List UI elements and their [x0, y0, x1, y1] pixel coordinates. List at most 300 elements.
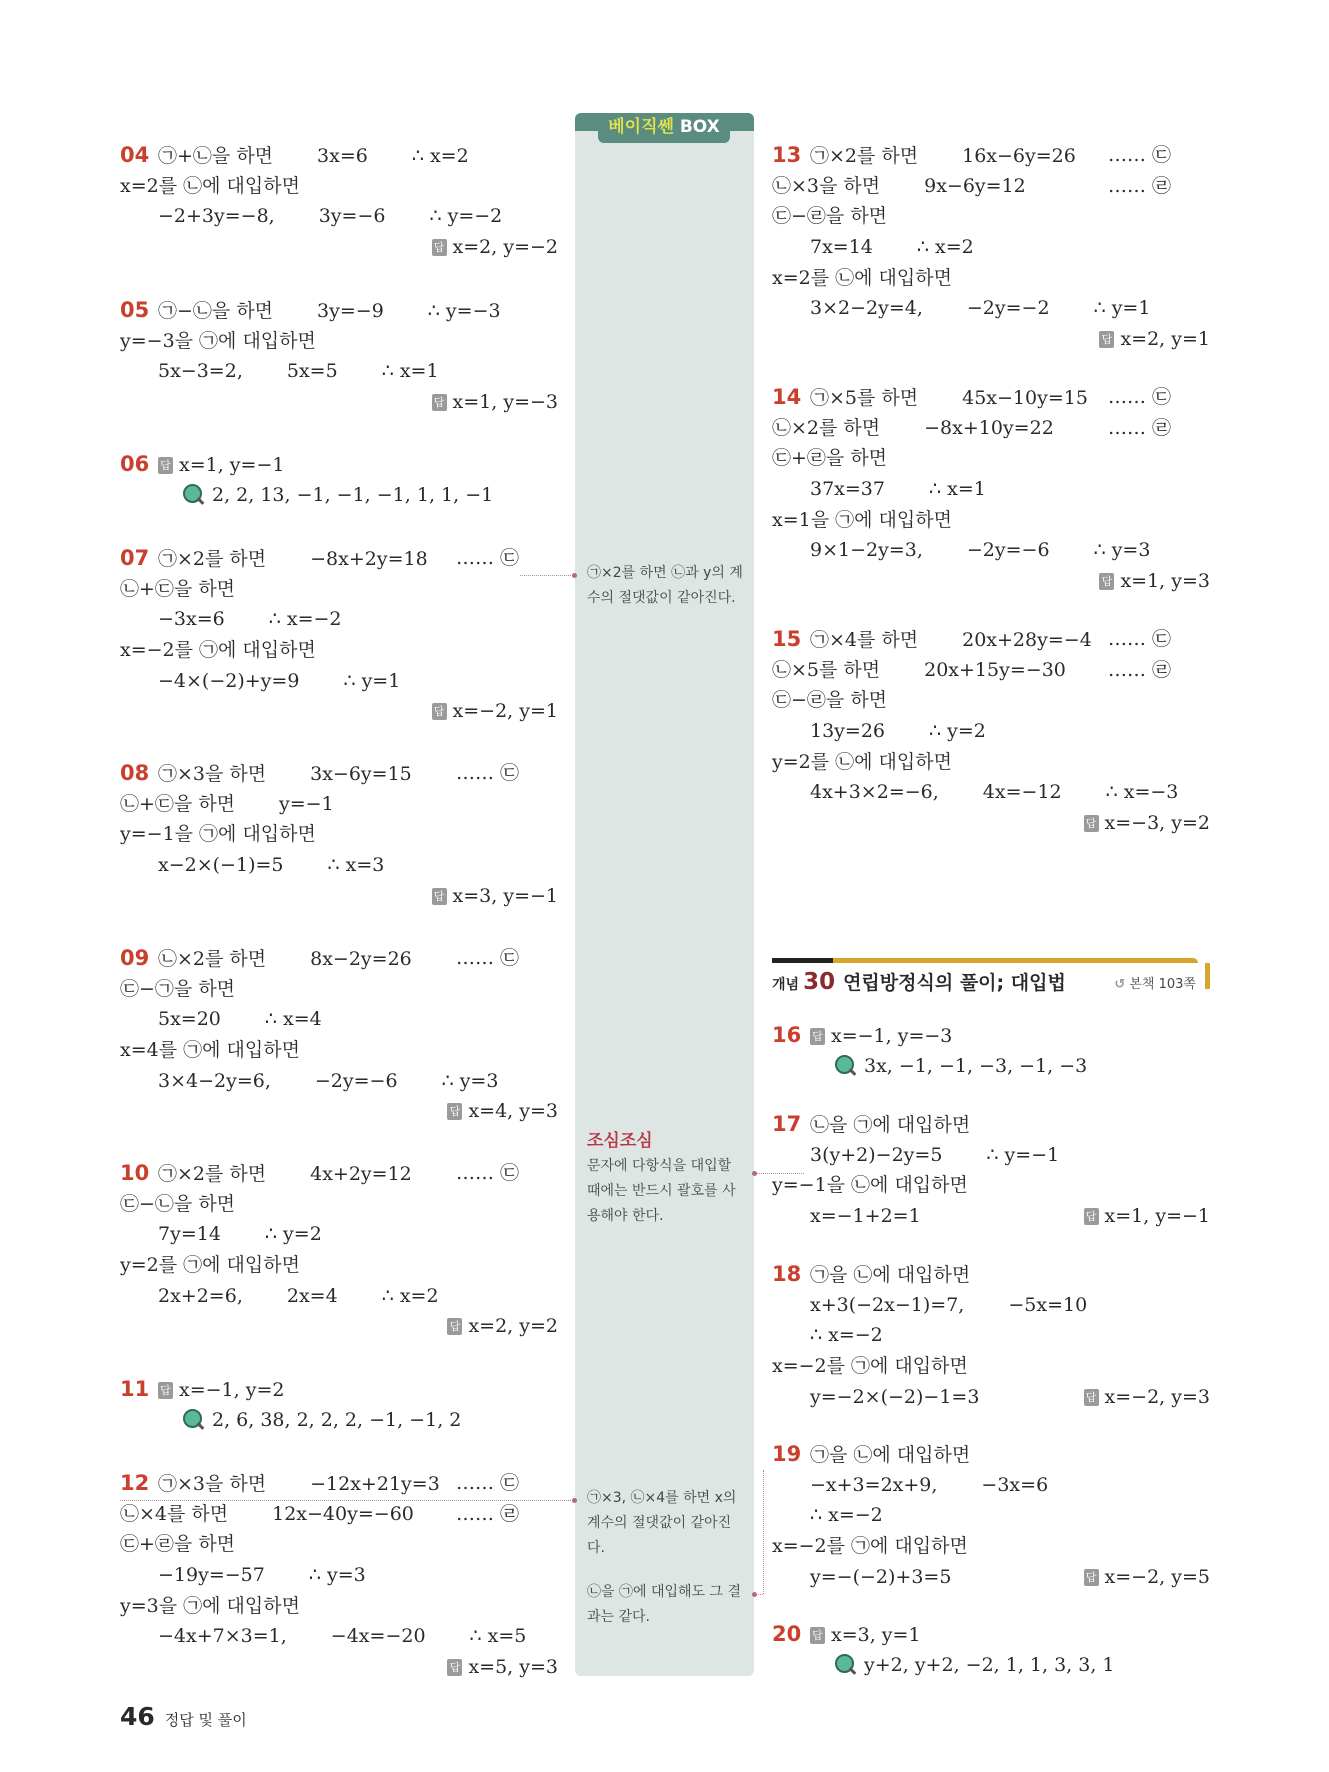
answer	[432, 387, 558, 418]
equation: ㉠을 ㉡에 대입하면	[810, 1264, 971, 1286]
equation: ∴ x=2	[411, 145, 469, 167]
equation: y=−2×(−2)−1=3	[810, 1385, 980, 1408]
equation: 45x−10y=15	[962, 387, 1088, 409]
problem-11	[120, 1374, 558, 1435]
equation: 2x+2=6,	[158, 1284, 243, 1307]
solution-line	[120, 232, 558, 263]
equation: ㉡을 ㉠에 대입하면	[810, 1114, 971, 1136]
answer	[158, 1379, 284, 1401]
solution-line	[120, 171, 558, 202]
equation: x=−2를 ㉠에 대입하면	[772, 1355, 968, 1378]
equation: ∴ x=−2	[810, 1504, 883, 1527]
solution-line	[772, 324, 1210, 355]
solution-line	[772, 655, 1210, 686]
solution-line	[772, 1562, 1210, 1593]
equation: 13y=26	[810, 720, 886, 743]
solution-line	[772, 566, 1210, 597]
concept-title: 연립방정식의 풀이; 대입법	[843, 972, 1066, 994]
equation: ㉠×5를 하면	[810, 387, 919, 409]
equation: ㉡×2를 하면	[772, 416, 881, 439]
connector-dot	[752, 1592, 757, 1597]
equation: ∴ x=2	[916, 236, 974, 259]
answer-icon: 답	[1099, 331, 1114, 348]
solution-line	[772, 1619, 1210, 1650]
answer	[1084, 1201, 1210, 1232]
equation: 7x=14	[810, 236, 873, 259]
equation: 3y=−6	[318, 205, 386, 228]
equation-tag: …… ㉣	[1108, 658, 1172, 681]
solution-line	[120, 1281, 558, 1312]
solution-line	[120, 1621, 558, 1652]
equation: x=−2를 ㉠에 대입하면	[772, 1535, 968, 1558]
equation: 3x−6y=15	[310, 763, 412, 785]
solution-line	[772, 1351, 1210, 1382]
answer-icon: 답	[1084, 1389, 1099, 1406]
equation: ㉠×2를 하면	[158, 1163, 267, 1185]
equation: 8x−2y=26	[310, 948, 412, 970]
equation: ∴ y=−1	[986, 1143, 1060, 1166]
problem-number: 07	[120, 546, 150, 570]
equation: x=2를 ㉡에 대입하면	[120, 174, 300, 197]
problem-number: 18	[772, 1262, 802, 1286]
solution-line	[120, 480, 558, 511]
equation: ㉠×2를 하면	[158, 548, 267, 570]
solution-line	[772, 777, 1210, 808]
answer-icon: 답	[447, 1103, 462, 1120]
solution-line	[120, 1311, 558, 1342]
solution-line	[772, 505, 1210, 536]
solution-line	[772, 1470, 1210, 1501]
solution-line	[120, 449, 558, 480]
page-number: 46	[120, 1702, 155, 1731]
problem-12	[120, 1468, 558, 1683]
solution-line	[120, 1066, 558, 1097]
solution-line	[120, 1250, 558, 1281]
box-note-caution	[587, 1129, 747, 1229]
equation: −4x+7×3=1,	[158, 1625, 287, 1648]
equation: x−2×(−1)=5	[158, 854, 284, 877]
equation: −2y=−2	[966, 297, 1050, 320]
equation: 4x+3×2=−6,	[810, 781, 939, 804]
answer-value: x=1, y=3	[1120, 570, 1210, 593]
equation: y=2를 ㉡에 대입하면	[772, 750, 952, 773]
solution-line	[120, 1158, 558, 1189]
answer-value: x=1, y=−1	[179, 454, 285, 476]
problem-number: 06	[120, 452, 150, 476]
solution-line	[772, 171, 1210, 202]
header-bar-dark	[772, 958, 833, 963]
equation: x+3(−2x−1)=7,	[810, 1293, 965, 1316]
equation-tag: …… ㉣	[456, 1502, 520, 1525]
solution-line	[772, 474, 1210, 505]
equation: −3x=6	[158, 608, 225, 631]
equation: ∴ y=−2	[429, 205, 503, 228]
equation: −2y=−6	[966, 539, 1050, 562]
answer-value: x=3, y=1	[831, 1624, 921, 1646]
answer-icon: 답	[1084, 1208, 1099, 1225]
hint-values: 3x, −1, −1, −3, −1, −3	[864, 1054, 1088, 1077]
equation: −x+3=2x+9,	[810, 1473, 938, 1496]
equation: y=2를 ㉠에 대입하면	[120, 1254, 300, 1277]
equation: −5x=10	[1008, 1293, 1088, 1316]
answer	[1084, 808, 1210, 839]
answer-icon: 답	[158, 1382, 173, 1399]
equation: x=4를 ㉠에 대입하면	[120, 1039, 300, 1062]
solution-line	[120, 1468, 558, 1499]
equation: ㉠×4를 하면	[810, 629, 919, 651]
answer-value: x=−1, y=−3	[831, 1025, 953, 1047]
answer-value: x=−3, y=2	[1104, 812, 1210, 835]
equation-tag: …… ㉢	[456, 947, 520, 969]
problem-14	[772, 382, 1210, 597]
equation: ㉠+㉡을 하면	[158, 145, 274, 167]
problem-number: 10	[120, 1161, 150, 1185]
answer-value: x=1, y=−1	[1104, 1205, 1210, 1228]
equation: ㉠×3을 하면	[158, 1473, 267, 1495]
caution-title: 조심조심	[587, 1131, 653, 1151]
equation: x=−2를 ㉠에 대입하면	[120, 639, 316, 662]
equation: x=2를 ㉡에 대입하면	[772, 266, 952, 289]
solution-line	[120, 881, 558, 912]
equation: 5x=20	[158, 1008, 221, 1031]
connector-dot	[752, 1171, 757, 1176]
answer-icon: 답	[432, 394, 447, 411]
solution-line	[120, 974, 558, 1005]
solution-line	[120, 696, 558, 727]
equation: y=−1을 ㉠에 대입하면	[120, 823, 316, 846]
header-bar-gold-edge	[1205, 963, 1210, 989]
box-title-en: BOX	[679, 117, 720, 137]
solution-line	[772, 624, 1210, 655]
equation: y=3을 ㉠에 대입하면	[120, 1594, 300, 1617]
solution-line	[772, 201, 1210, 232]
solution-line	[772, 1020, 1210, 1051]
problem-number: 14	[772, 385, 802, 409]
problem-18	[772, 1259, 1210, 1412]
equation: ∴ x=2	[381, 1284, 439, 1307]
solution-line	[120, 356, 558, 387]
answer-icon: 답	[447, 1659, 462, 1676]
solution-line	[120, 1035, 558, 1066]
box-title	[598, 113, 730, 143]
box-note-07: ㉠×2를 하면 ㉡과 y의 계수의 절댓값이 같아진다.	[587, 565, 743, 606]
solution-line	[120, 543, 558, 574]
equation: −2y=−6	[314, 1069, 398, 1092]
answer-icon: 답	[1084, 1569, 1099, 1586]
solution-line	[772, 293, 1210, 324]
solution-line	[772, 1320, 1210, 1351]
solution-line	[772, 716, 1210, 747]
solution-line	[772, 1531, 1210, 1562]
equation: −2+3y=−8,	[158, 205, 275, 228]
solution-line	[772, 1259, 1210, 1290]
concept-header	[772, 958, 1210, 994]
equation: 3x=6	[317, 145, 368, 167]
equation: 5x=5	[286, 360, 338, 383]
equation: 4x+2y=12	[310, 1163, 412, 1185]
equation: x=1을 ㉠에 대입하면	[772, 508, 952, 531]
equation: 12x−40y=−60	[272, 1502, 414, 1525]
hint-values: 2, 6, 38, 2, 2, 2, −1, −1, 2	[212, 1408, 462, 1431]
equation: ㉠×3을 하면	[158, 763, 267, 785]
solution-line	[120, 326, 558, 357]
solution-line	[120, 789, 558, 820]
problem-20	[772, 1619, 1210, 1680]
answer-icon: 답	[1084, 815, 1099, 832]
equation: ∴ x=−3	[1105, 781, 1179, 804]
solution-line	[772, 1051, 1210, 1082]
equation: ∴ y=−3	[427, 300, 501, 322]
problem-number: 19	[772, 1442, 802, 1466]
equation: ㉢−㉣을 하면	[772, 205, 888, 228]
solution-line	[772, 443, 1210, 474]
connector-dot	[572, 573, 577, 578]
problem-17	[772, 1109, 1210, 1232]
equation: ∴ x=3	[327, 854, 385, 877]
solution-line	[772, 1382, 1210, 1413]
problem-number: 20	[772, 1622, 802, 1646]
problem-07	[120, 543, 558, 727]
equation: ㉡+㉢을 하면	[120, 792, 236, 815]
equation: ∴ x=−2	[810, 1324, 883, 1347]
problem-number: 09	[120, 946, 150, 970]
answer-value: x=2, y=−2	[452, 236, 558, 259]
solution-line	[772, 140, 1210, 171]
problem-16	[772, 1020, 1210, 1081]
problem-19	[772, 1439, 1210, 1592]
equation-tag: …… ㉣	[1108, 174, 1172, 197]
equation: ㉢+㉣을 하면	[120, 1533, 236, 1556]
answer-icon: 답	[158, 457, 173, 474]
concept-title-row	[772, 968, 1066, 995]
solution-line	[120, 1499, 558, 1530]
equation: ∴ y=2	[929, 720, 986, 743]
solution-line	[120, 1096, 558, 1127]
box-title-ko: 베이직쎈	[608, 117, 674, 137]
header-bar-gold	[833, 958, 1198, 963]
equation: ㉡×4를 하면	[120, 1502, 229, 1525]
answer-icon: 답	[1099, 573, 1114, 590]
problem-09	[120, 943, 558, 1127]
solution-line	[120, 819, 558, 850]
answer	[432, 696, 558, 727]
solution-line	[772, 747, 1210, 778]
equation-tag: …… ㉢	[456, 547, 520, 569]
connector-dot	[572, 1498, 577, 1503]
equation-tag: …… ㉢	[1108, 386, 1172, 408]
answer-value: x=−2, y=1	[452, 700, 558, 723]
answer	[1099, 324, 1210, 355]
equation: ㉢+㉣을 하면	[772, 447, 888, 470]
equation: ㉠×2를 하면	[810, 145, 919, 167]
problem-number: 17	[772, 1112, 802, 1136]
equation: y=−1을 ㉡에 대입하면	[772, 1174, 968, 1197]
equation: −8x+10y=22	[924, 416, 1054, 439]
problem-number: 13	[772, 143, 802, 167]
answer-value: x=−2, y=5	[1104, 1565, 1210, 1588]
problem-06	[120, 449, 558, 510]
answer-value: x=4, y=3	[468, 1100, 558, 1123]
equation: 9×1−2y=3,	[810, 539, 923, 562]
caution-text: 문자에 다항식을 대입할 때에는 반드시 괄호를 사용해야 한다.	[587, 1158, 736, 1224]
solution-line	[772, 685, 1210, 716]
problem-13	[772, 140, 1210, 355]
solution-line	[772, 1439, 1210, 1470]
equation: ㉡×3을 하면	[772, 174, 881, 197]
solution-line	[120, 666, 558, 697]
solution-line	[120, 201, 558, 232]
problem-number: 15	[772, 627, 802, 651]
equation: 20x+15y=−30	[924, 658, 1066, 681]
equation: ∴ y=3	[1093, 539, 1151, 562]
answer	[810, 1025, 952, 1047]
problem-number: 05	[120, 298, 150, 322]
equation: ∴ x=1	[929, 478, 986, 501]
problem-number: 16	[772, 1023, 802, 1047]
magnifier-icon	[835, 1055, 854, 1074]
solution-line	[772, 1290, 1210, 1321]
solution-line	[120, 604, 558, 635]
answer-value: x=2, y=1	[1120, 328, 1210, 351]
equation: −4x=−20	[330, 1625, 426, 1648]
equation: 9x−6y=12	[924, 174, 1026, 197]
equation: 3×2−2y=4,	[810, 297, 923, 320]
answer	[447, 1311, 558, 1342]
hint-values: 2, 2, 13, −1, −1, −1, 1, 1, −1	[212, 483, 494, 506]
return-arrow-icon: ↺	[1114, 977, 1126, 992]
concept-label: 개념	[772, 977, 800, 993]
solution-line	[120, 1219, 558, 1250]
problem-10	[120, 1158, 558, 1342]
equation-tag: …… ㉢	[1108, 144, 1172, 166]
solution-line	[120, 758, 558, 789]
solution-line	[120, 1591, 558, 1622]
answer	[1084, 1382, 1210, 1413]
answer-icon: 답	[810, 1028, 825, 1045]
equation: y=−3을 ㉠에 대입하면	[120, 329, 316, 352]
reference-text: 본책 103쪽	[1129, 977, 1196, 992]
equation: ∴ x=1	[381, 360, 439, 383]
equation: 3(y+2)−2y=5	[810, 1143, 943, 1166]
equation: y=−1	[279, 792, 334, 815]
equation: ㉠을 ㉡에 대입하면	[810, 1444, 971, 1466]
equation: 16x−6y=26	[962, 145, 1076, 167]
equation: −4×(−2)+y=9	[158, 669, 300, 692]
solution-line	[120, 943, 558, 974]
solution-line	[772, 808, 1210, 839]
magnifier-icon	[183, 1409, 202, 1428]
equation: 3×4−2y=6,	[158, 1069, 271, 1092]
answer-icon: 답	[447, 1318, 462, 1335]
answer	[158, 454, 284, 476]
equation: 2x=4	[286, 1284, 338, 1307]
equation: ∴ x=4	[264, 1008, 322, 1031]
equation: ㉢−㉡을 하면	[120, 1192, 236, 1215]
solution-line	[772, 535, 1210, 566]
answer-value: x=5, y=3	[468, 1656, 558, 1679]
solution-line	[120, 1004, 558, 1035]
answer-value: x=2, y=2	[468, 1315, 558, 1338]
connector-19	[763, 1470, 764, 1594]
equation: ㉡×2를 하면	[158, 948, 267, 970]
solution-line	[120, 1652, 558, 1683]
equation: ∴ y=1	[343, 669, 401, 692]
equation: 20x+28y=−4	[962, 629, 1092, 651]
equation: ∴ x=−2	[268, 608, 342, 631]
answer	[1084, 1562, 1210, 1593]
problem-04	[120, 140, 558, 263]
equation: ㉢−㉣을 하면	[772, 689, 888, 712]
footer-label: 정답 및 풀이	[164, 1711, 247, 1729]
answer-value: x=1, y=−3	[452, 391, 558, 414]
problem-08	[120, 758, 558, 911]
equation-tag: …… ㉢	[456, 1472, 520, 1494]
solution-line	[120, 1374, 558, 1405]
problem-number: 11	[120, 1377, 150, 1401]
solution-line	[772, 1170, 1210, 1201]
solution-line	[120, 1405, 558, 1436]
equation-tag: …… ㉢	[1108, 628, 1172, 650]
answer-icon: 답	[432, 239, 447, 256]
answer-icon: 답	[432, 888, 447, 905]
box-note-12: ㉠×3, ㉡×4를 하면 x의 계수의 절댓값이 같아진다.	[587, 1490, 737, 1556]
equation: ㉠−㉡을 하면	[158, 300, 274, 322]
solution-line	[772, 263, 1210, 294]
equation: ㉢−㉠을 하면	[120, 977, 236, 1000]
equation: ∴ y=3	[441, 1069, 499, 1092]
answer-value: x=−2, y=3	[1104, 1385, 1210, 1408]
equation: 4x=−12	[982, 781, 1062, 804]
answer-icon: 답	[432, 703, 447, 720]
answer	[447, 1096, 558, 1127]
solution-line	[120, 1529, 558, 1560]
solution-line	[772, 413, 1210, 444]
box-note-19: ㉡을 ㉠에 대입해도 그 결과는 같다.	[587, 1584, 741, 1625]
equation: −19y=−57	[158, 1564, 265, 1587]
problem-05	[120, 295, 558, 418]
solution-line	[772, 1109, 1210, 1140]
equation-tag: …… ㉣	[1108, 416, 1172, 439]
answer	[1099, 566, 1210, 597]
equation: ∴ x=5	[469, 1625, 527, 1648]
answer-value: x=3, y=−1	[452, 884, 558, 907]
answer-icon: 답	[810, 1627, 825, 1644]
answer	[432, 232, 558, 263]
page-footer	[120, 1702, 247, 1731]
equation: 5x−3=2,	[158, 360, 243, 383]
solution-line	[772, 232, 1210, 263]
solution-line	[120, 140, 558, 171]
equation: ∴ y=3	[308, 1564, 366, 1587]
solution-line	[772, 1650, 1210, 1681]
basic-box-sidebar	[575, 113, 754, 1676]
solution-line	[772, 382, 1210, 413]
answer	[447, 1652, 558, 1683]
solution-line	[120, 850, 558, 881]
answer	[432, 881, 558, 912]
solution-line	[120, 635, 558, 666]
solution-line	[120, 1189, 558, 1220]
solution-line	[120, 387, 558, 418]
equation-tag: …… ㉢	[456, 762, 520, 784]
equation: 37x=37	[810, 478, 885, 501]
equation: ㉡×5를 하면	[772, 658, 881, 681]
equation: ㉡+㉢을 하면	[120, 577, 236, 600]
hint-values: y+2, y+2, −2, 1, 1, 3, 3, 1	[864, 1653, 1115, 1676]
equation: 3y=−9	[317, 300, 384, 322]
solution-line	[120, 1560, 558, 1591]
equation: 7y=14	[158, 1223, 221, 1246]
